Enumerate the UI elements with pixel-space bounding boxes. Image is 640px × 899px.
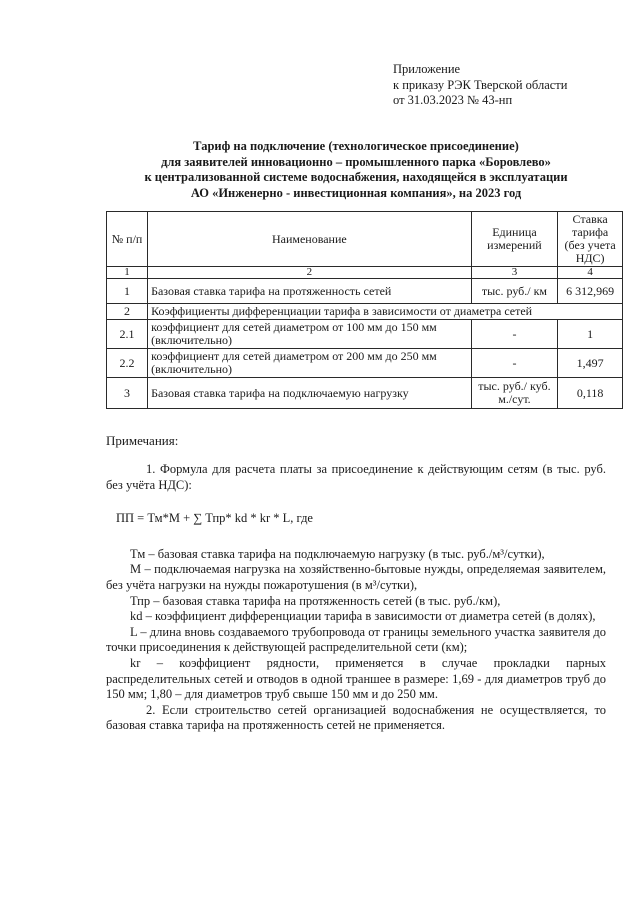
- header-rate: Ставка тарифа (без учета НДС): [558, 212, 623, 267]
- header-name: Наименование: [148, 212, 472, 267]
- table-row: [107, 320, 623, 349]
- row-name: Базовая ставка тарифа на подключаемую нагрузку: [148, 378, 472, 409]
- row-name: Коэффициенты дифференциации тарифа в зависимости от диаметра сетей: [148, 304, 623, 320]
- definition-l: L – длина вновь создаваемого трубопровода от границы земельного участка заявителя до точки присоединения к действующей распределительной сети (км);: [106, 624, 606, 655]
- definition-m: М – подключаемая нагрузка на хозяйственно-бытовые нужды, определяемая заявителем, без учёта нагрузки на нужды пожаротушения (в м³/сутки),: [106, 562, 606, 592]
- header-unit: Единица измерений: [471, 212, 558, 267]
- row-name: коэффициент для сетей диаметром от 200 мм до 250 мм (включительно): [148, 349, 472, 378]
- note-2: 2. Если строительство сетей организацией водоснабжения не осуществляется, то базовая ставка тарифа на протяженность сетей не применяется.: [106, 702, 606, 733]
- column-number-row: [107, 267, 623, 279]
- column-number: 3: [471, 267, 558, 279]
- row-unit: -: [471, 320, 558, 349]
- row-unit: тыс. руб./ км: [471, 279, 558, 304]
- row-value: 1: [558, 320, 623, 349]
- title-line-3: к централизованной системе водоснабжения, находящейся в эксплуатации: [144, 170, 568, 184]
- row-value: 6 312,969: [558, 279, 623, 304]
- appendix-reference: [393, 62, 567, 109]
- row-num: 2: [107, 304, 148, 320]
- notes-body: [106, 462, 606, 734]
- table-row: [107, 279, 623, 304]
- formula: ПП = Тм*М + ∑ Тпр* kd * kr * L, где: [116, 511, 313, 526]
- document-title: [100, 139, 612, 201]
- row-value: 0,118: [558, 378, 623, 409]
- row-num: 1: [107, 279, 148, 304]
- appendix-line-2: к приказу РЭК Тверской области: [393, 77, 568, 92]
- note-1: 1. Формула для расчета платы за присоединение к действующим сетям (в тыс. руб. без учёта НДС):: [106, 462, 606, 492]
- row-num: 2.2: [107, 349, 148, 378]
- table-row: [107, 349, 623, 378]
- column-number: 4: [558, 267, 623, 279]
- row-num: 3: [107, 378, 148, 409]
- title-line-2: для заявителей инновационно – промышленного парка «Боровлево»: [161, 154, 551, 169]
- header-num: № п/п: [107, 212, 148, 267]
- table-row: [107, 378, 623, 409]
- title-line-4: АО «Инженерно - инвестиционная компания», на 2023 год: [190, 185, 522, 200]
- row-name: Базовая ставка тарифа на протяженность сетей: [148, 279, 472, 304]
- row-unit: -: [471, 349, 558, 378]
- row-name: коэффициент для сетей диаметром от 100 мм до 150 мм (включительно): [148, 320, 472, 349]
- column-number: 2: [148, 267, 472, 279]
- column-number: 1: [107, 267, 148, 279]
- table-row: [107, 304, 623, 320]
- definition-tpr: Тпр – базовая ставка тарифа на протяженность сетей (в тыс. руб./км),: [130, 593, 501, 608]
- definition-kr: kr – коэффициент рядности, применяется в случае прокладки парных распределительных сетей и отводов в одной траншее в размере: 1,69 - для диаметров труб до 150 мм; 1,80 – для диаметров труб свыше 150 мм и до 250 мм.: [106, 655, 606, 702]
- row-value: 1,497: [558, 349, 623, 378]
- row-unit: тыс. руб./ куб. м./сут.: [471, 378, 558, 409]
- title-line-1: Тариф на подключение (технологическое присоединение): [193, 139, 519, 153]
- notes-heading: Примечания:: [106, 433, 179, 448]
- definition-tm: Тм – базовая ставка тарифа на подключаемую нагрузку (в тыс. руб./м³/сутки),: [130, 546, 545, 561]
- appendix-line-1: Приложение: [393, 62, 461, 76]
- definition-kd: kd – коэффициент дифференциации тарифа в зависимости от диаметра сетей (в долях),: [130, 609, 596, 624]
- appendix-line-3: от 31.03.2023 № 43-нп: [393, 93, 513, 107]
- table-header-row: [107, 212, 623, 267]
- row-num: 2.1: [107, 320, 148, 349]
- tariff-table: [106, 211, 623, 409]
